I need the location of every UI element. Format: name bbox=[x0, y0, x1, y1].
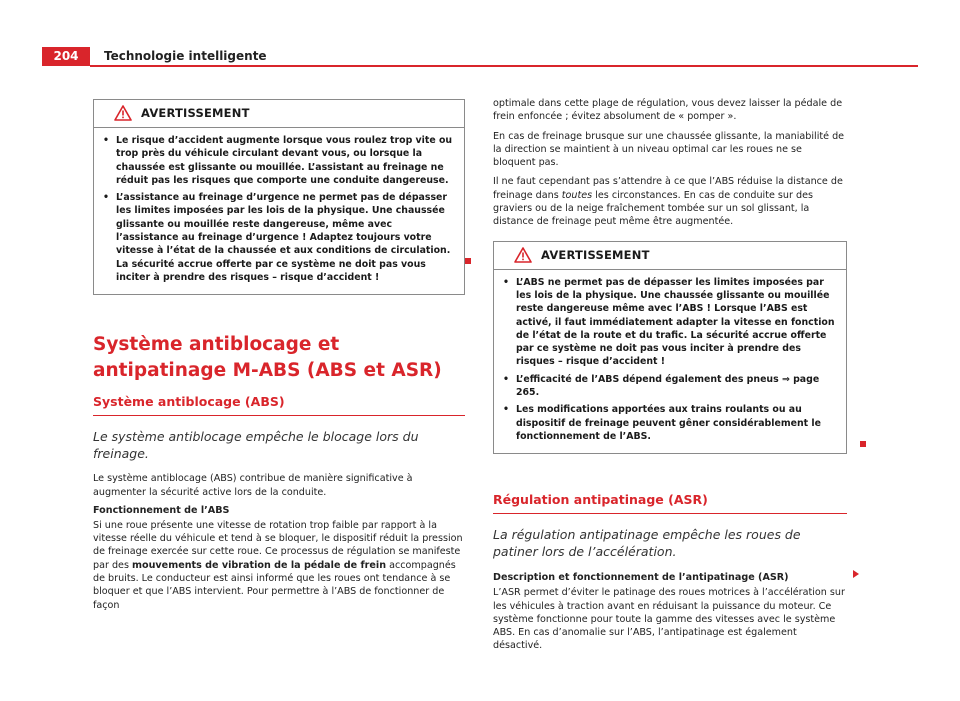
paragraph-asr: L’ASR permet d’éviter le patinage des roues motrices à l’accélération sur les véhicules à traction avant en réduisant la puissance du moteur. Ce système fonctionne pour toute la gamme des vitesses avec le système ABS. En cas d’anomalie sur l’ABS, l’antipatinage est également désactivé. bbox=[493, 587, 845, 652]
warning-header bbox=[494, 242, 846, 270]
left-column bbox=[93, 99, 465, 618]
section-end-marker bbox=[465, 258, 471, 264]
warning-title: AVERTISSEMENT bbox=[541, 247, 650, 262]
warning-item: • L’assistance au freinage d’urgence ne permet pas de dépasser les limites imposées par les lois de la physique. Une chaussée glissante ou mouillée reste dangereuse, même avec l’assistance au freinage d’urgence ! Adaptez toujours votre vitesse à l’état de la chaussée et aux conditions de circulation. La sécurité accrue offerte par ce système ne doit pas vous inciter à prendre des risques – risque d’accident ! bbox=[103, 192, 451, 283]
header-rule bbox=[90, 65, 918, 67]
paragraph-steering: En cas de freinage brusque sur une chaussée glissante, la maniabilité de la direction se maintient à un niveau optimal car les roues ne se bloquent pas. bbox=[493, 130, 845, 169]
warning-header bbox=[94, 100, 464, 128]
right-column bbox=[493, 97, 847, 659]
warning-item: • Les modifications apportées aux trains roulants ou au dispositif de freinage peuvent gêner considérablement le fonctionnement de l’ABS. bbox=[503, 404, 821, 442]
warning-triangle-icon bbox=[514, 247, 532, 263]
subheading-abs-function: Fonctionnement de l’ABS bbox=[93, 504, 230, 516]
subsection-heading-abs: Système antiblocage (ABS) bbox=[93, 394, 285, 410]
warning-item: • L’efficacité de l’ABS dépend également des pneus ⇒ page 265. bbox=[503, 373, 820, 399]
warning-box-abs bbox=[493, 241, 847, 455]
chapter-title: Technologie intelligente bbox=[104, 49, 267, 63]
subsection-heading-asr: Régulation antipatinage (ASR) bbox=[493, 492, 708, 508]
page-number: 204 bbox=[42, 47, 90, 66]
section-end-marker bbox=[860, 441, 866, 447]
warning-box-brake-assist bbox=[93, 99, 465, 295]
lead-asr: La régulation antipatinage empêche les roues de patiner lors de l’accélération. bbox=[493, 527, 801, 560]
warning-body bbox=[494, 270, 846, 454]
page-header bbox=[0, 0, 960, 70]
subsection-asr bbox=[493, 492, 847, 652]
paragraph-continued: optimale dans cette plage de régulation, vous devez laisser la pédale de frein enfoncée ; évitez absolument de « pomper ». bbox=[493, 98, 843, 123]
paragraph-distance: Il ne faut cependant pas s’attendre à ce que l’ABS réduise la distance de freinage dans toutes les circonstances. En cas de conduite sur des graviers ou de la neige fraîchement tombée sur un sol glissant, la distance de freinage peut même être augmentée. bbox=[493, 176, 843, 228]
warning-triangle-icon bbox=[114, 105, 132, 121]
continue-arrow-icon bbox=[853, 570, 859, 578]
section-abs-asr bbox=[93, 332, 465, 612]
warning-item: • Le risque d’accident augmente lorsque vous roulez trop vite ou trop près du véhicule circulant devant vous, ou lorsque la chaussée est glissante ou mouillée. L’assistant au freinage ne réduit pas les risques que comporte une conduite dangereuse. bbox=[103, 135, 453, 186]
warning-item: • L’ABS ne permet pas de dépasser les limites imposées par les lois de la physique. Une chaussée glissante ou mouillée reste dangereuse même avec l’ABS ! Lorsque l’ABS est activé, il faut immédiatement adapter la vitesse en fonction de l’état de la route et du trafic. La sécurité accrue offerte par ce système ne doit pas vous inciter à prendre des risques – risque d’accident ! bbox=[503, 276, 835, 368]
section-title: Système antiblocage et antipatinage M-ABS (ABS et ASR) bbox=[93, 334, 442, 382]
warning-body bbox=[94, 128, 464, 294]
paragraph-abs-function: Si une roue présente une vitesse de rotation trop faible par rapport à la vitesse réelle du véhicule et tend à se bloquer, le dispositif réduit la pression de freinage exercée sur cette roue. Ce processus de régulation se manifeste par des mouvements de vibration de la pédale de frein accompagnés de bruits. Le conducteur est ainsi informé que les roues ont tendance à se bloquer et que l’ABS intervient. Pour permettre à l’ABS de fonctionner de façon bbox=[93, 519, 463, 611]
paragraph-intro: Le système antiblocage (ABS) contribue de manière significative à augmenter la sécurité active lors de la conduite. bbox=[93, 473, 413, 498]
lead-abs: Le système antiblocage empêche le blocage lors du freinage. bbox=[93, 429, 419, 462]
warning-title: AVERTISSEMENT bbox=[141, 106, 250, 120]
subheading-asr-function: Description et fonctionnement de l’antipatinage (ASR) bbox=[493, 572, 789, 584]
heading-rule bbox=[93, 415, 465, 416]
heading-rule bbox=[493, 513, 847, 514]
